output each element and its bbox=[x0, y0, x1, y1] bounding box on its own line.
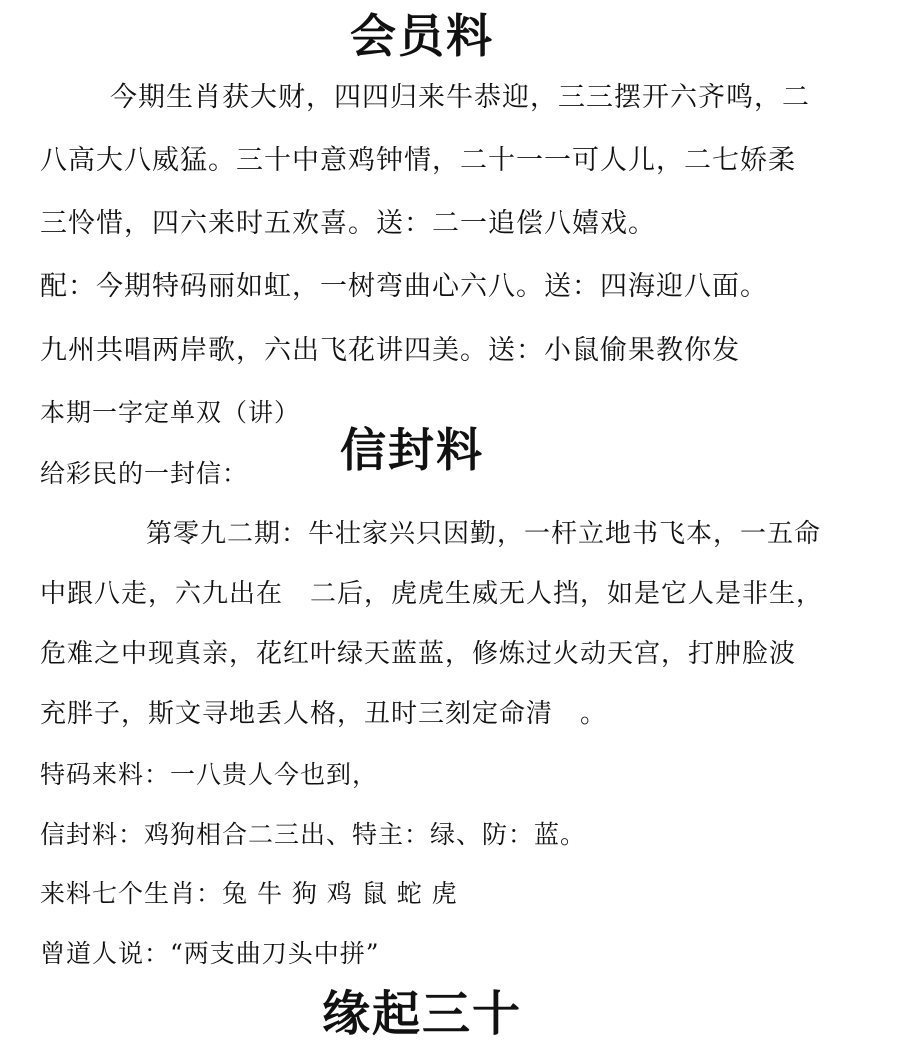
text-line: 曾道人说：“两支曲刀头中拼” bbox=[40, 939, 380, 968]
text-line: 危难之中现真亲，花红叶绿天蓝蓝，修炼过火动天宫，打肿脸波 bbox=[40, 639, 797, 669]
text-line: 九州共唱两岸歌，六出飞花讲四美。送：小鼠偷果教你发 bbox=[40, 335, 740, 366]
section-title-member: 会员料 bbox=[350, 9, 494, 63]
text-line: 充胖子，斯文寻地丢人格，丑时三刻定命清 。 bbox=[40, 699, 608, 729]
text-line: 本期一字定单双（讲） bbox=[40, 398, 301, 427]
text-line: 中跟八走，六九出在 二后，虎虎生威无人挡，如是它人是非生， bbox=[40, 579, 824, 609]
text-line: 配：今期特码丽如虹，一树弯曲心六八。送：四海迎八面。 bbox=[40, 271, 768, 302]
text-line: 三怜惜，四六来时五欢喜。送：二一追偿八嬉戏。 bbox=[40, 208, 656, 239]
section-title-fate: 缘起三十 bbox=[322, 986, 523, 1042]
text-line: 第零九二期：牛壮家兴只因勤，一杆立地书飞本，一五命 bbox=[146, 519, 822, 549]
text-line: 特码来料：一八贵人今也到， bbox=[40, 760, 379, 789]
text-line: 信封料：鸡狗相合二三出、特主：绿、防：蓝。 bbox=[40, 820, 587, 849]
letter-greeting: 给彩民的一封信： bbox=[40, 459, 249, 488]
section-title-envelope: 信封料 bbox=[340, 423, 484, 477]
text-line: 八高大八威猛。三十中意鸡钟情，二十一一可人儿，二七娇柔 bbox=[40, 145, 796, 176]
text-line: 来料七个生肖：兔 牛 狗 鸡 鼠 蛇 虎 bbox=[40, 879, 458, 908]
text-line: 今期生肖获大财，四四归来牛恭迎，三三摆开六齐鸣，二 bbox=[110, 82, 810, 113]
